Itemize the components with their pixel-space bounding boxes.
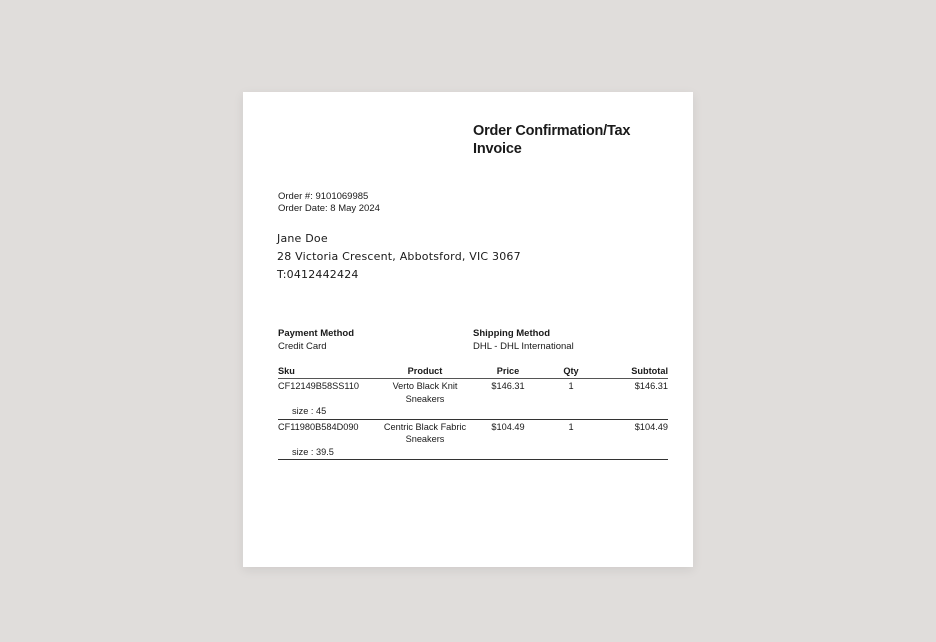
header-sku: Sku [278, 366, 374, 379]
customer-address: 28 Victoria Crescent, Abbotsford, VIC 3067 [277, 250, 521, 263]
item-size: size : 45 [278, 405, 668, 419]
header-price: Price [476, 366, 540, 379]
table-row-option [278, 405, 668, 419]
table-header-row [278, 366, 668, 379]
item-qty: 1 [568, 421, 574, 432]
document-title: Order Confirmation/Tax Invoice [473, 123, 631, 157]
table-row [278, 419, 668, 446]
table-row [278, 379, 668, 406]
item-sku: CF12149B58SS110 [278, 381, 360, 391]
item-size: size : 39.5 [278, 446, 668, 460]
table-row-option [278, 446, 668, 460]
payment-method-value: Credit Card [278, 341, 327, 352]
item-product: Verto Black Knit Sneakers [392, 381, 458, 404]
item-sku: CF11980B584D090 [278, 421, 359, 432]
header-product: Product [374, 366, 476, 379]
item-product: Centric Black Fabric Sneakers [383, 421, 467, 444]
item-price: $104.49 [491, 421, 525, 432]
item-subtotal: $104.49 [634, 421, 668, 432]
order-items-table [278, 366, 668, 460]
header-qty: Qty [540, 366, 602, 379]
item-subtotal: $146.31 [634, 381, 668, 391]
order-number: Order #: 9101069985 [278, 191, 369, 202]
customer-name: Jane Doe [277, 232, 328, 245]
customer-phone: T:0412442424 [277, 268, 359, 281]
shipping-method-value: DHL - DHL International [473, 341, 574, 352]
shipping-method-label: Shipping Method [473, 328, 551, 339]
item-price: $146.31 [491, 381, 525, 391]
invoice-document [243, 92, 693, 567]
payment-method-label: Payment Method [278, 328, 355, 339]
header-subtotal: Subtotal [602, 366, 668, 379]
item-qty: 1 [568, 381, 574, 391]
order-date: Order Date: 8 May 2024 [278, 203, 380, 214]
